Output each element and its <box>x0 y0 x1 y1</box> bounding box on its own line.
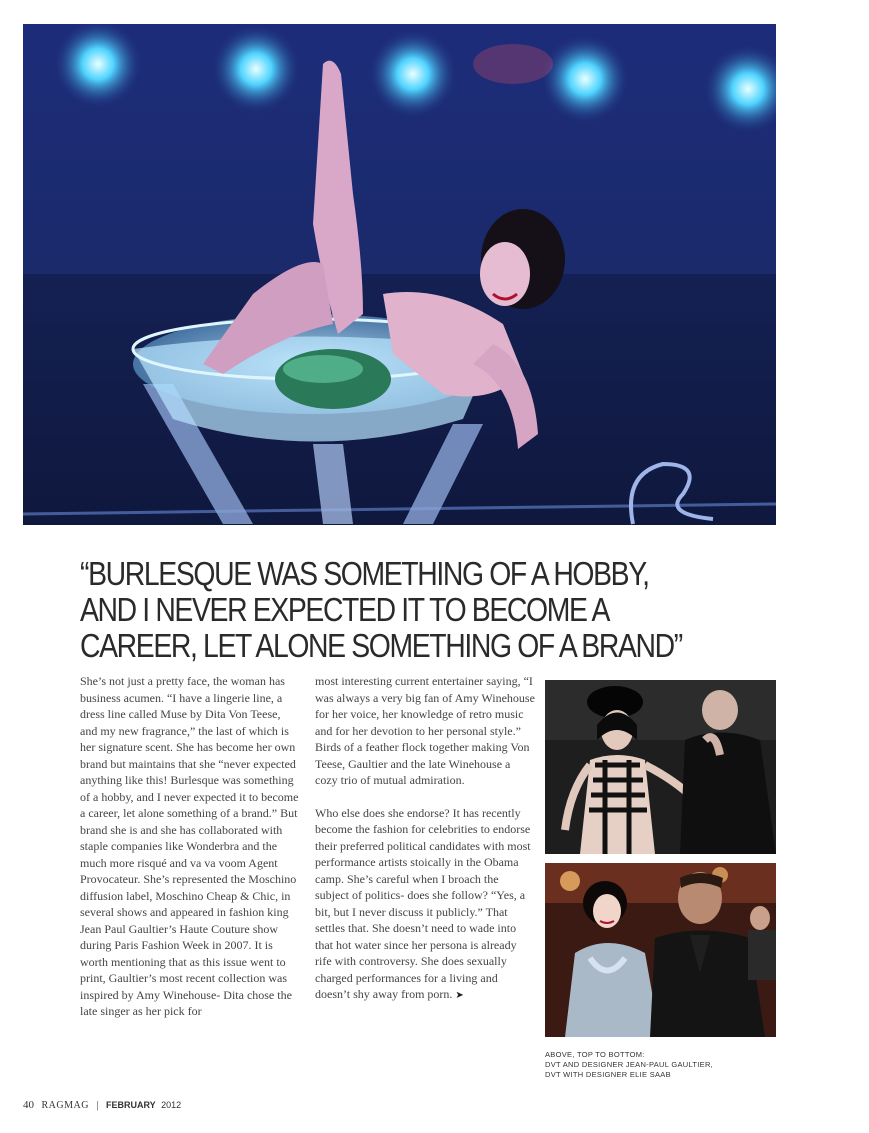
hero-photo <box>23 24 776 525</box>
article-column-1 <box>80 673 300 1036</box>
photo-caption <box>545 1050 785 1080</box>
body-paragraph-text: Who else does she endorse? It has recently become the fashion for celebrities to endorse their preferred political candidates with most performance artists stoically in the Obama camp. She’s careful when I broach the subject of politics- does she follow? “Yes, a bit, but I never discuss it publicly.” That settles that. She doesn’t need to wade into that hot water since her persona is already rife with controversy. She does sexually charged performances for a living and doesn’t shy away from porn. <box>315 805 531 1001</box>
body-paragraph: She’s not just a pretty face, the woman has business acumen. “I have a lingerie line, a dress line called Muse by Dita Von Teese, and my new fragrance,” the last of which is her signature scent. She has become her own brand but maintains that she “never expected anything like this! Burlesque was something of a hobby, and I never expected it to become a career, let alone something of a brand.” But brand she is and she has collaborated with staple companies like Wonderbra and the much more risqué and va va voom Agent Provocateur. She’s represented the Moschino diffusion label, Moschino Cheap & Chic, in several shows and appeared in fashion king Jean Paul Gaultier’s Haute Couture show during Paris Fashion Week in 2007. It is worth mentioning that as this issue went to print, Gaultier’s most recent collection was inspired by Amy Winehouse- Dita chose the late singer as her pick for <box>80 674 299 1018</box>
issue-month: FEBRUARY <box>105 1100 156 1110</box>
continue-arrow-icon: ➤ <box>455 990 464 1001</box>
footer-separator: | <box>96 1100 99 1111</box>
event-photo <box>545 863 776 1037</box>
caption-line: DVT WITH DESIGNER ELIE SAAB <box>545 1070 671 1079</box>
runway-photo <box>545 680 776 854</box>
body-paragraph <box>315 805 535 1005</box>
caption-line: DVT AND DESIGNER JEAN-PAUL GAULTIER, <box>545 1060 714 1069</box>
issue-year: 2012 <box>161 1100 182 1110</box>
article-column-2 <box>315 673 535 1021</box>
martini-glass-performance-photo-icon <box>23 24 776 525</box>
pull-quote-line-1: “BURLESQUE WAS SOMETHING OF A HOBBY, <box>80 555 649 592</box>
magazine-name: RAGMAG <box>41 1100 89 1111</box>
body-paragraph: most interesting current entertainer saying, “I was always a very big fan of Amy Winehouse for her voice, her knowledge of retro music and for her devotion to her personal style.” Birds of a feather flock together making Von Teese, Gaultier and the late Winehouse a cozy trio of mutual admiration. <box>315 674 535 787</box>
page-footer <box>23 1099 181 1111</box>
event-photo-icon <box>545 863 776 1037</box>
pull-quote-line-3: CAREER, LET ALONE SOMETHING OF A BRAND” <box>80 627 682 664</box>
caption-line: ABOVE, TOP TO BOTTOM: <box>545 1050 645 1059</box>
page-number: 40 <box>23 1099 34 1111</box>
runway-photo-icon <box>545 680 776 854</box>
pull-quote <box>80 556 699 664</box>
pull-quote-line-2: AND I NEVER EXPECTED IT TO BECOME A <box>80 591 610 628</box>
